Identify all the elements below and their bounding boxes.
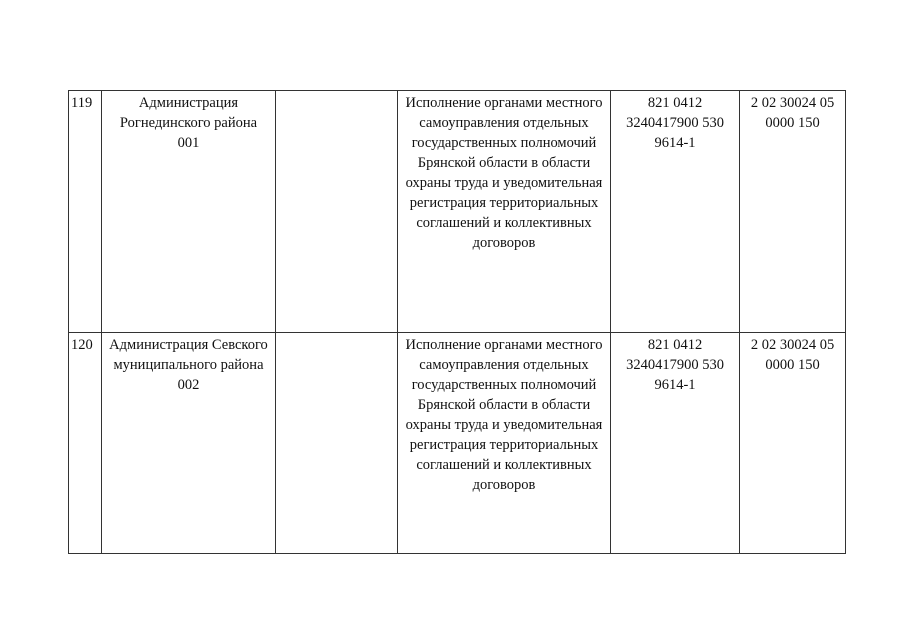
description-cell [398, 333, 611, 554]
text-line: Брянской области в области [417, 397, 591, 413]
text-line: 821 0412 [647, 95, 703, 111]
empty-cell [276, 91, 398, 333]
row-number: 120 [69, 333, 102, 554]
text-line: Исполнение органами местного [405, 337, 603, 353]
text-line: Администрация Севского [109, 337, 268, 353]
revenue-code-cell [740, 91, 846, 333]
revenue-code-cell [740, 333, 846, 554]
table-row [69, 333, 846, 554]
text-line: 3240417900 530 [626, 357, 724, 373]
table-row [69, 91, 846, 333]
text-line: муниципального района [113, 357, 264, 373]
text-line: охраны труда и уведомительная [405, 175, 603, 191]
allocation-table [68, 90, 846, 554]
text-line: государственных полномочий [411, 135, 597, 151]
text-line: 9614-1 [654, 135, 696, 151]
text-line: 001 [177, 135, 200, 151]
text-line: 3240417900 530 [626, 115, 724, 131]
row-number: 119 [69, 91, 102, 333]
text-line: 821 0412 [647, 337, 703, 353]
text-line: Исполнение органами местного [405, 95, 603, 111]
text-line: договоров [472, 477, 536, 493]
text-line: 0000 150 [765, 115, 820, 131]
text-line: самоуправления отдельных [419, 115, 589, 131]
empty-cell [276, 333, 398, 554]
organization-name [102, 91, 276, 333]
text-line: Администрация [138, 95, 239, 111]
text-line: 9614-1 [654, 377, 696, 393]
text-line: 2 02 30024 05 [750, 337, 835, 353]
text-line: договоров [472, 235, 536, 251]
text-line: регистрация территориальных [409, 195, 599, 211]
budget-code-cell [611, 91, 740, 333]
text-line: самоуправления отдельных [419, 357, 589, 373]
text-line: 002 [177, 377, 200, 393]
text-line: Брянской области в области [417, 155, 591, 171]
text-line: государственных полномочий [411, 377, 597, 393]
text-line: охраны труда и уведомительная [405, 417, 603, 433]
text-line: Рогнединского района [119, 115, 258, 131]
text-line: регистрация территориальных [409, 437, 599, 453]
text-line: соглашений и коллективных [416, 215, 592, 231]
text-line: 0000 150 [765, 357, 820, 373]
text-line: соглашений и коллективных [416, 457, 592, 473]
organization-name [102, 333, 276, 554]
description-cell [398, 91, 611, 333]
budget-code-cell [611, 333, 740, 554]
text-line: 2 02 30024 05 [750, 95, 835, 111]
